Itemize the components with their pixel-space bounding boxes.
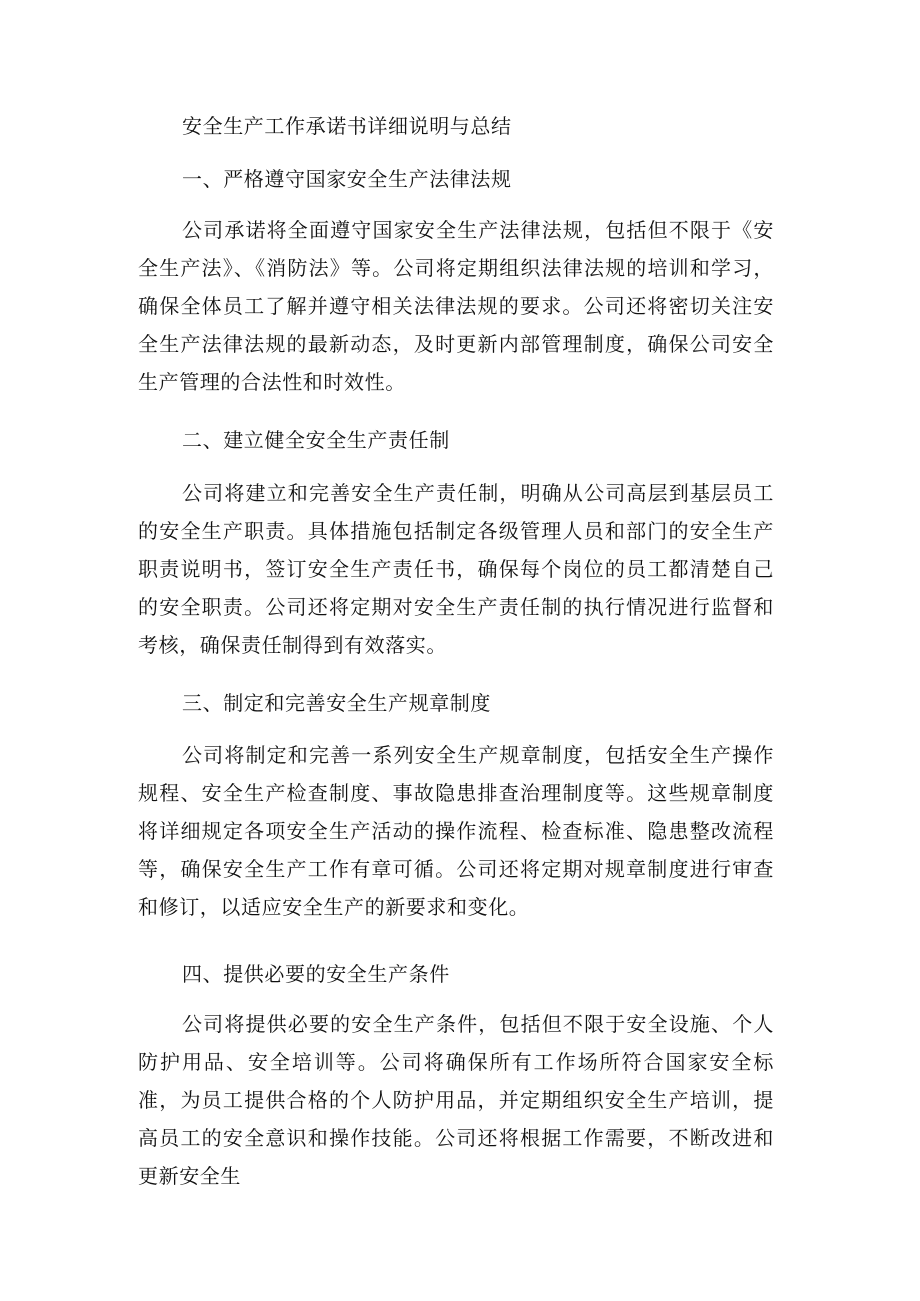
- section-3-body: 公司将制定和完善一系列安全生产规章制度，包括安全生产操作规程、安全生产检查制度、事故隐患排查治理制度等。这些规章制度将详细规定各项安全生产活动的操作流程、检查标准、隐患整改流程等，确保安全生产工作有章可循。公司还将定期对规章制度进行审查和修订，以适应安全生产的新要求和变化。: [138, 743, 774, 919]
- section-1-heading: 一、严格遵守国家安全生产法律法规: [182, 167, 512, 191]
- section-1-body: 公司承诺将全面遵守国家安全生产法律法规，包括但不限于《安全生产法》、《消防法》等。公司将定期组织法律法规的培训和学习，确保全体员工了解并遵守相关法律法规的要求。公司还将密切关注安全生产法律法规的最新动态，及时更新内部管理制度，确保公司安全生产管理的合法性和时效性。: [138, 218, 774, 394]
- document-title: 安全生产工作承诺书详细说明与总结: [182, 114, 512, 138]
- section-4-heading: 四、提供必要的安全生产条件: [182, 962, 450, 986]
- section-3-heading: 三、制定和完善安全生产规章制度: [182, 691, 491, 715]
- section-4-body: 公司将提供必要的安全生产条件，包括但不限于安全设施、个人防护用品、安全培训等。公司将确保所有工作场所符合国家安全标准，为员工提供合格的个人防护用品，并定期组织安全生产培训，提高员工的安全意识和操作技能。公司还将根据工作需要，不断改进和更新安全生: [138, 1012, 774, 1188]
- section-2-heading: 二、建立健全安全生产责任制: [182, 428, 450, 452]
- section-2-body: 公司将建立和完善安全生产责任制，明确从公司高层到基层员工的安全生产职责。具体措施包括制定各级管理人员和部门的安全生产职责说明书，签订安全生产责任书，确保每个岗位的员工都清楚自己的安全职责。公司还将定期对安全生产责任制的执行情况进行监督和考核，确保责任制得到有效落实。: [138, 481, 774, 657]
